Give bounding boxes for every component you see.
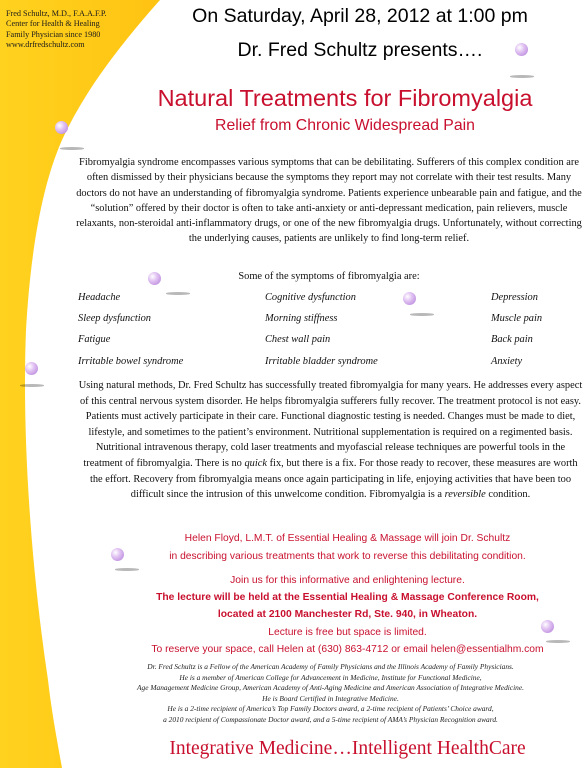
reserve-line: To reserve your space, call Helen at (630) 863-4712 or email helen@essentialhm.com [151,643,544,655]
symptom-item: Back pain [491,334,533,346]
invite-line: Join us for this informative and enlightening lecture. [230,575,465,586]
symptom-item: Anxiety [491,355,523,367]
location-line: The lecture will be held at the Essential Healing & Massage Conference Room, [156,592,539,604]
event-date-heading: On Saturday, April 28, 2012 at 1:00 pm [192,5,528,27]
location-address: located at 2100 Manchester Rd, Ste. 940, in Wheaton. [217,609,478,621]
bubble-shadow-decoration [115,568,139,571]
bio-line: He is a 2-time recipient of America’s Top Family Doctors award, a 2-time recipient of Patients’ Choice award, [167,704,494,714]
bubble-shadow-decoration [20,384,44,387]
page-title: Natural Treatments for Fibromyalgia [157,85,533,111]
symptom-item: Muscle pain [491,313,543,325]
practice-since: Family Physician since 1980 [6,29,101,39]
bio-line: Dr. Fred Schultz is a Fellow of the American Academy of Family Physicians and the Illinois Academy of Family Physicians. [147,662,514,671]
treatment-text: fix, but there is a fix. For those ready to recover, these measures are worth the effort. Recovery from fibromyalgia means once again participating in life, enjoying activities that have been too difficult since the intrusion of this unwelcome condition. Fibromyalgia is a [89,457,578,501]
treatment-text: condition. [485,489,531,501]
symptom-row [78,292,578,313]
symptom-item: Chest wall pain [265,334,331,346]
symptom-item: Fatigue [78,334,111,346]
treatment-text: Using natural methods, Dr. Fred Schultz has successfully treated fibromyalgia for many years. He addresses every aspect of this central nervous system disorder. He helps fibromyalgia sufferers fully recover. The treatment protocol is not easy. Patients must actively participate in their care. Functional diagnostic testing is needed. Changes must be made to diet, lifestyle, and sometimes to the patient’s environment. Nutritional supplementation is required on a regimented basis. Nutritional intravenous therapy, cold laser treatments and myofascial release techniques are powerful tools in the treatment of fibromyalgia. There is no [78,380,583,469]
page-subtitle: Relief from Chronic Widespread Pain [215,117,475,134]
bio-line: He is a member of American College for Advancement in Medicine, Institute for Functional Medicine, [179,672,482,682]
guest-speaker-block [110,530,585,565]
emphasis-quick: quick [244,457,267,469]
symptom-item: Cognitive dysfunction [265,292,356,303]
bubble-decoration [25,362,38,375]
website-link[interactable]: www.drfredschultz.com [6,40,85,50]
symptom-row [78,356,578,377]
bubble-decoration [55,121,68,134]
emphasis-reversible: reversible [444,489,486,501]
bio-line: Age Management Medicine Group, American Academy of Anti-Aging Medicine and American Association of Integrative Medicine. [137,683,524,693]
guest-line: Helen Floyd, L.M.T. of Essential Healing & Massage will join Dr. Schultz [184,533,511,544]
bio-line: a 2010 recipient of Compassionate Doctor award, and a 5-time recipient of AMA’s Physician Recognition award. [163,714,498,724]
guest-line: in describing various treatments that work to reverse this debilitating condition. [169,550,526,562]
bubble-shadow-decoration [510,75,534,78]
footer-slogan: Integrative Medicine…Intelligent HealthCare [169,738,526,759]
symptom-item: Irritable bladder syndrome [265,355,378,367]
symptoms-heading: Some of the symptoms of fibromyalgia are: [238,271,420,282]
symptom-item: Depression [491,292,538,303]
doctor-name: Fred Schultz, M.D., F.A.A.F.P. [6,9,107,18]
cost-line: Lecture is free but space is limited. [268,626,427,638]
symptom-item: Headache [78,292,121,303]
clinic-info [6,9,136,51]
symptom-item: Irritable bowel syndrome [78,355,184,367]
symptom-item: Sleep dysfunction [78,313,152,325]
symptom-row [78,334,578,355]
bubble-shadow-decoration [60,147,84,150]
doctor-bio [78,662,583,726]
symptoms-list [78,292,578,377]
lecture-info-block [110,572,585,658]
treatment-paragraph [78,378,583,503]
center-name: Center for Health & Healing [6,19,100,29]
intro-paragraph: Fibromyalgia syndrome encompasses various symptoms that can be debilitating. Sufferers of this complex condition are often dismissed by their physicians because the symptoms they report may not correlate with their test results. Many doctors do not have an understanding of fibromyalgia syndrome. Patients experience unbearable pain and fatigue, and the “solution” offered by their doctor is often to take anti-anxiety or anti-depressant medication, pain relievers, muscle relaxants, non-steroidal anti-inflammatory drugs, or one of the new fibromyalgia drugs. Unfortunately, without correcting the underlying causes, patients are unlikely to find long-term relief. [76,157,582,245]
bio-line: He is Board Certified in Integrative Medicine. [262,693,399,703]
symptom-row [78,313,578,334]
symptom-item: Morning stiffness [265,313,338,325]
presenter-heading: Dr. Fred Schultz presents…. [237,39,483,61]
